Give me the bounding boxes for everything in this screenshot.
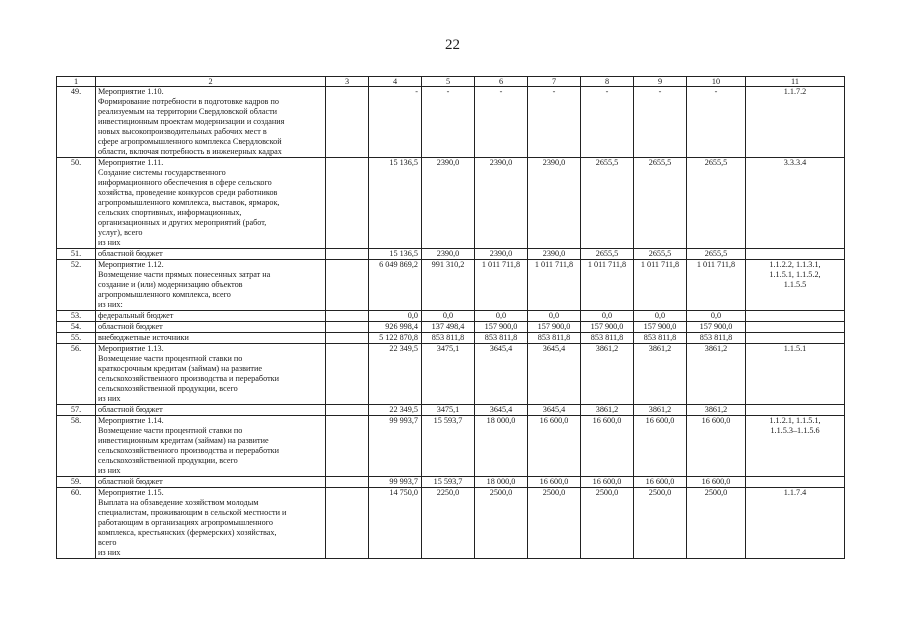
- target-line: 1.1.2.2, 1.1.3.1,: [769, 260, 821, 269]
- row-number: 59.: [57, 477, 96, 488]
- value-cell: 16 600,0: [528, 416, 581, 477]
- target-indicator-cell: [746, 477, 845, 488]
- value-cell: 0,0: [687, 311, 746, 322]
- description-line: реализуемым на территории Свердловской области: [98, 107, 278, 116]
- value-cell: 0,0: [369, 311, 422, 322]
- description-line: агропромышленного комплекса, всего: [98, 290, 231, 299]
- value-cell: -: [369, 87, 422, 158]
- description-line: из них: [98, 548, 121, 557]
- column-3-cell: [326, 488, 369, 559]
- column-3-cell: [326, 249, 369, 260]
- target-indicator-cell: [746, 87, 845, 158]
- target-line: 3.3.3.4: [783, 158, 807, 167]
- value-cell: 99 993,7: [369, 477, 422, 488]
- description-line: сельскохозяйственной продукции, всего: [98, 384, 238, 393]
- target-indicator-cell: [746, 488, 845, 559]
- value-cell: 853 811,8: [475, 333, 528, 344]
- value-cell: 16 600,0: [634, 477, 687, 488]
- row-description: [96, 416, 326, 477]
- description-line: работающим в организациях агропромышленного: [98, 518, 274, 527]
- row-number: 51.: [57, 249, 96, 260]
- target-line: 1.1.7.4: [783, 488, 807, 497]
- value-cell: 853 811,8: [687, 333, 746, 344]
- value-cell: -: [528, 87, 581, 158]
- target-indicator-cell: [746, 260, 845, 311]
- description-line: Мероприятие 1.15.: [98, 488, 164, 497]
- table-row: [57, 405, 845, 416]
- description-line: Мероприятие 1.10.: [98, 87, 164, 96]
- description-line: из них: [98, 394, 121, 403]
- value-cell: 15 136,5: [369, 249, 422, 260]
- table-row: [57, 260, 845, 311]
- column-header: 4: [369, 77, 422, 87]
- value-cell: 3861,2: [687, 405, 746, 416]
- value-cell: 0,0: [422, 311, 475, 322]
- description-line: создание и (или) модернизацию объектов: [98, 280, 243, 289]
- value-cell: 2500,0: [475, 488, 528, 559]
- description-line: комплекса, крестьянских (фермерских) хозяйствах,: [98, 528, 277, 537]
- description-line: инвестиционным кредитам (займам) на развитие: [98, 436, 269, 445]
- value-cell: 157 900,0: [687, 322, 746, 333]
- value-cell: 2250,0: [422, 488, 475, 559]
- value-cell: 15 593,7: [422, 477, 475, 488]
- column-3-cell: [326, 87, 369, 158]
- description-line: внебюджетные источники: [98, 333, 189, 342]
- row-description: [96, 249, 326, 260]
- table-row: [57, 333, 845, 344]
- description-line: организационных и других мероприятий (работ,: [98, 218, 267, 227]
- description-line: новых высокопроизводительных рабочих мест в: [98, 127, 267, 136]
- value-cell: 2655,5: [687, 249, 746, 260]
- target-indicator-cell: [746, 405, 845, 416]
- value-cell: 18 000,0: [475, 477, 528, 488]
- value-cell: 2390,0: [475, 158, 528, 249]
- row-number: 57.: [57, 405, 96, 416]
- column-3-cell: [326, 477, 369, 488]
- column-3-cell: [326, 333, 369, 344]
- value-cell: 1 011 711,8: [634, 260, 687, 311]
- row-description: [96, 333, 326, 344]
- column-header: 6: [475, 77, 528, 87]
- value-cell: 2655,5: [687, 158, 746, 249]
- value-cell: 991 310,2: [422, 260, 475, 311]
- value-cell: 6 049 869,2: [369, 260, 422, 311]
- description-line: области, включая потребность в инженерных кадрах: [98, 147, 282, 156]
- row-number: 49.: [57, 87, 96, 158]
- table-body: [57, 77, 845, 559]
- value-cell: 15 593,7: [422, 416, 475, 477]
- description-line: сельскохозяйственного производства и переработки: [98, 374, 280, 383]
- value-cell: 853 811,8: [528, 333, 581, 344]
- description-line: Формирование потребности в подготовке кадров по: [98, 97, 279, 106]
- value-cell: 853 811,8: [422, 333, 475, 344]
- value-cell: 1 011 711,8: [475, 260, 528, 311]
- description-line: сельскохозяйственного производства и переработки: [98, 446, 280, 455]
- column-header: 1: [57, 77, 96, 87]
- description-line: Выплата на обзаведение хозяйством молодым: [98, 498, 259, 507]
- row-number: 53.: [57, 311, 96, 322]
- value-cell: 16 600,0: [528, 477, 581, 488]
- value-cell: 5 122 870,8: [369, 333, 422, 344]
- target-line: 1.1.2.1, 1.1.5.1,: [769, 416, 821, 425]
- table-row: [57, 477, 845, 488]
- description-line: краткосрочным кредитам (займам) на развитие: [98, 364, 263, 373]
- description-line: областной бюджет: [98, 249, 163, 258]
- description-line: Создание системы государственного: [98, 168, 226, 177]
- description-line: всего: [98, 538, 117, 547]
- value-cell: 3861,2: [634, 405, 687, 416]
- table-row: [57, 344, 845, 405]
- value-cell: 2390,0: [422, 158, 475, 249]
- value-cell: 22 349,5: [369, 344, 422, 405]
- column-3-cell: [326, 311, 369, 322]
- row-number: 50.: [57, 158, 96, 249]
- value-cell: -: [422, 87, 475, 158]
- value-cell: 0,0: [634, 311, 687, 322]
- row-description: [96, 158, 326, 249]
- value-cell: 2655,5: [581, 158, 634, 249]
- target-indicator-cell: [746, 322, 845, 333]
- value-cell: 2500,0: [528, 488, 581, 559]
- value-cell: 853 811,8: [634, 333, 687, 344]
- row-number: 60.: [57, 488, 96, 559]
- column-header: 11: [746, 77, 845, 87]
- value-cell: 3645,4: [528, 405, 581, 416]
- value-cell: 1 011 711,8: [581, 260, 634, 311]
- row-description: [96, 488, 326, 559]
- description-line: услуг), всего: [98, 228, 143, 237]
- column-number-row: [57, 77, 845, 87]
- row-description: [96, 405, 326, 416]
- description-line: сфере агропромышленного комплекса Свердловской: [98, 137, 282, 146]
- target-line: 1.1.5.3–1.1.5.6: [770, 426, 820, 435]
- row-description: [96, 477, 326, 488]
- description-line: из них:: [98, 300, 123, 309]
- value-cell: 2390,0: [475, 249, 528, 260]
- column-header: 3: [326, 77, 369, 87]
- target-line: 1.1.5.5: [783, 280, 807, 289]
- target-line: 1.1.7.2: [783, 87, 807, 96]
- value-cell: -: [475, 87, 528, 158]
- row-number: 52.: [57, 260, 96, 311]
- value-cell: 22 349,5: [369, 405, 422, 416]
- table-row: [57, 158, 845, 249]
- column-3-cell: [326, 322, 369, 333]
- value-cell: 0,0: [475, 311, 528, 322]
- row-description: [96, 311, 326, 322]
- description-line: областной бюджет: [98, 322, 163, 331]
- table-row: [57, 322, 845, 333]
- target-indicator-cell: [746, 158, 845, 249]
- value-cell: 16 600,0: [581, 416, 634, 477]
- description-line: Мероприятие 1.13.: [98, 344, 164, 353]
- table-row: [57, 416, 845, 477]
- value-cell: 14 750,0: [369, 488, 422, 559]
- column-3-cell: [326, 158, 369, 249]
- column-header: 9: [634, 77, 687, 87]
- value-cell: 157 900,0: [634, 322, 687, 333]
- column-header: 8: [581, 77, 634, 87]
- description-line: федеральный бюджет: [98, 311, 174, 320]
- value-cell: 1 011 711,8: [528, 260, 581, 311]
- description-line: инвестиционным проектам модернизации и создания: [98, 117, 285, 126]
- value-cell: 157 900,0: [475, 322, 528, 333]
- value-cell: 3861,2: [687, 344, 746, 405]
- value-cell: -: [687, 87, 746, 158]
- value-cell: -: [581, 87, 634, 158]
- target-indicator-cell: [746, 311, 845, 322]
- value-cell: 3645,4: [475, 405, 528, 416]
- budget-table: [56, 76, 845, 559]
- column-3-cell: [326, 405, 369, 416]
- description-line: Мероприятие 1.11.: [98, 158, 164, 167]
- table-row: [57, 249, 845, 260]
- value-cell: 16 600,0: [581, 477, 634, 488]
- value-cell: 2500,0: [634, 488, 687, 559]
- target-line: 1.1.5.1: [783, 344, 807, 353]
- row-description: [96, 87, 326, 158]
- value-cell: 15 136,5: [369, 158, 422, 249]
- table-row: [57, 87, 845, 158]
- value-cell: 2500,0: [581, 488, 634, 559]
- description-line: агропромышленного комплекса, выставок, ярмарок,: [98, 198, 280, 207]
- description-line: областной бюджет: [98, 477, 163, 486]
- target-indicator-cell: [746, 249, 845, 260]
- column-3-cell: [326, 260, 369, 311]
- description-line: специалистам, проживающим в сельской местности и: [98, 508, 287, 517]
- value-cell: 2655,5: [581, 249, 634, 260]
- value-cell: 0,0: [528, 311, 581, 322]
- target-indicator-cell: [746, 416, 845, 477]
- page-number: 22: [445, 37, 460, 53]
- value-cell: 2390,0: [528, 158, 581, 249]
- value-cell: 2655,5: [634, 158, 687, 249]
- description-line: Возмещение части прямых понесенных затрат на: [98, 270, 271, 279]
- value-cell: 1 011 711,8: [687, 260, 746, 311]
- value-cell: 157 900,0: [581, 322, 634, 333]
- target-line: 1.1.5.1, 1.1.5.2,: [769, 270, 821, 279]
- description-line: Мероприятие 1.12.: [98, 260, 164, 269]
- value-cell: 3475,1: [422, 344, 475, 405]
- description-line: Возмещение части процентной ставки по: [98, 354, 243, 363]
- value-cell: 3861,2: [581, 405, 634, 416]
- row-number: 58.: [57, 416, 96, 477]
- description-line: сельских спортивных, информационных,: [98, 208, 242, 217]
- value-cell: 99 993,7: [369, 416, 422, 477]
- table-row: [57, 311, 845, 322]
- value-cell: 157 900,0: [528, 322, 581, 333]
- row-description: [96, 260, 326, 311]
- value-cell: 3645,4: [528, 344, 581, 405]
- row-number: 54.: [57, 322, 96, 333]
- value-cell: 16 600,0: [634, 416, 687, 477]
- row-number: 55.: [57, 333, 96, 344]
- value-cell: 18 000,0: [475, 416, 528, 477]
- value-cell: 2500,0: [687, 488, 746, 559]
- value-cell: 3475,1: [422, 405, 475, 416]
- value-cell: -: [634, 87, 687, 158]
- value-cell: 2390,0: [422, 249, 475, 260]
- value-cell: 2655,5: [634, 249, 687, 260]
- value-cell: 16 600,0: [687, 477, 746, 488]
- column-3-cell: [326, 416, 369, 477]
- description-line: информационного обеспечения в сфере сельского: [98, 178, 272, 187]
- value-cell: 137 498,4: [422, 322, 475, 333]
- description-line: Мероприятие 1.14.: [98, 416, 164, 425]
- column-3-cell: [326, 344, 369, 405]
- table-row: [57, 488, 845, 559]
- column-header: 5: [422, 77, 475, 87]
- value-cell: 853 811,8: [581, 333, 634, 344]
- column-header: 7: [528, 77, 581, 87]
- value-cell: 3645,4: [475, 344, 528, 405]
- value-cell: 0,0: [581, 311, 634, 322]
- value-cell: 16 600,0: [687, 416, 746, 477]
- target-indicator-cell: [746, 344, 845, 405]
- target-indicator-cell: [746, 333, 845, 344]
- value-cell: 3861,2: [581, 344, 634, 405]
- description-line: сельскохозяйственной продукции, всего: [98, 456, 238, 465]
- row-description: [96, 344, 326, 405]
- column-header: 10: [687, 77, 746, 87]
- description-line: из них: [98, 238, 121, 247]
- description-line: хозяйства, проведение конкурсов среди работников: [98, 188, 278, 197]
- description-line: областной бюджет: [98, 405, 163, 414]
- row-description: [96, 322, 326, 333]
- description-line: Возмещение части процентной ставки по: [98, 426, 243, 435]
- value-cell: 926 998,4: [369, 322, 422, 333]
- value-cell: 2390,0: [528, 249, 581, 260]
- value-cell: 3861,2: [634, 344, 687, 405]
- row-number: 56.: [57, 344, 96, 405]
- column-header: 2: [96, 77, 326, 87]
- description-line: из них: [98, 466, 121, 475]
